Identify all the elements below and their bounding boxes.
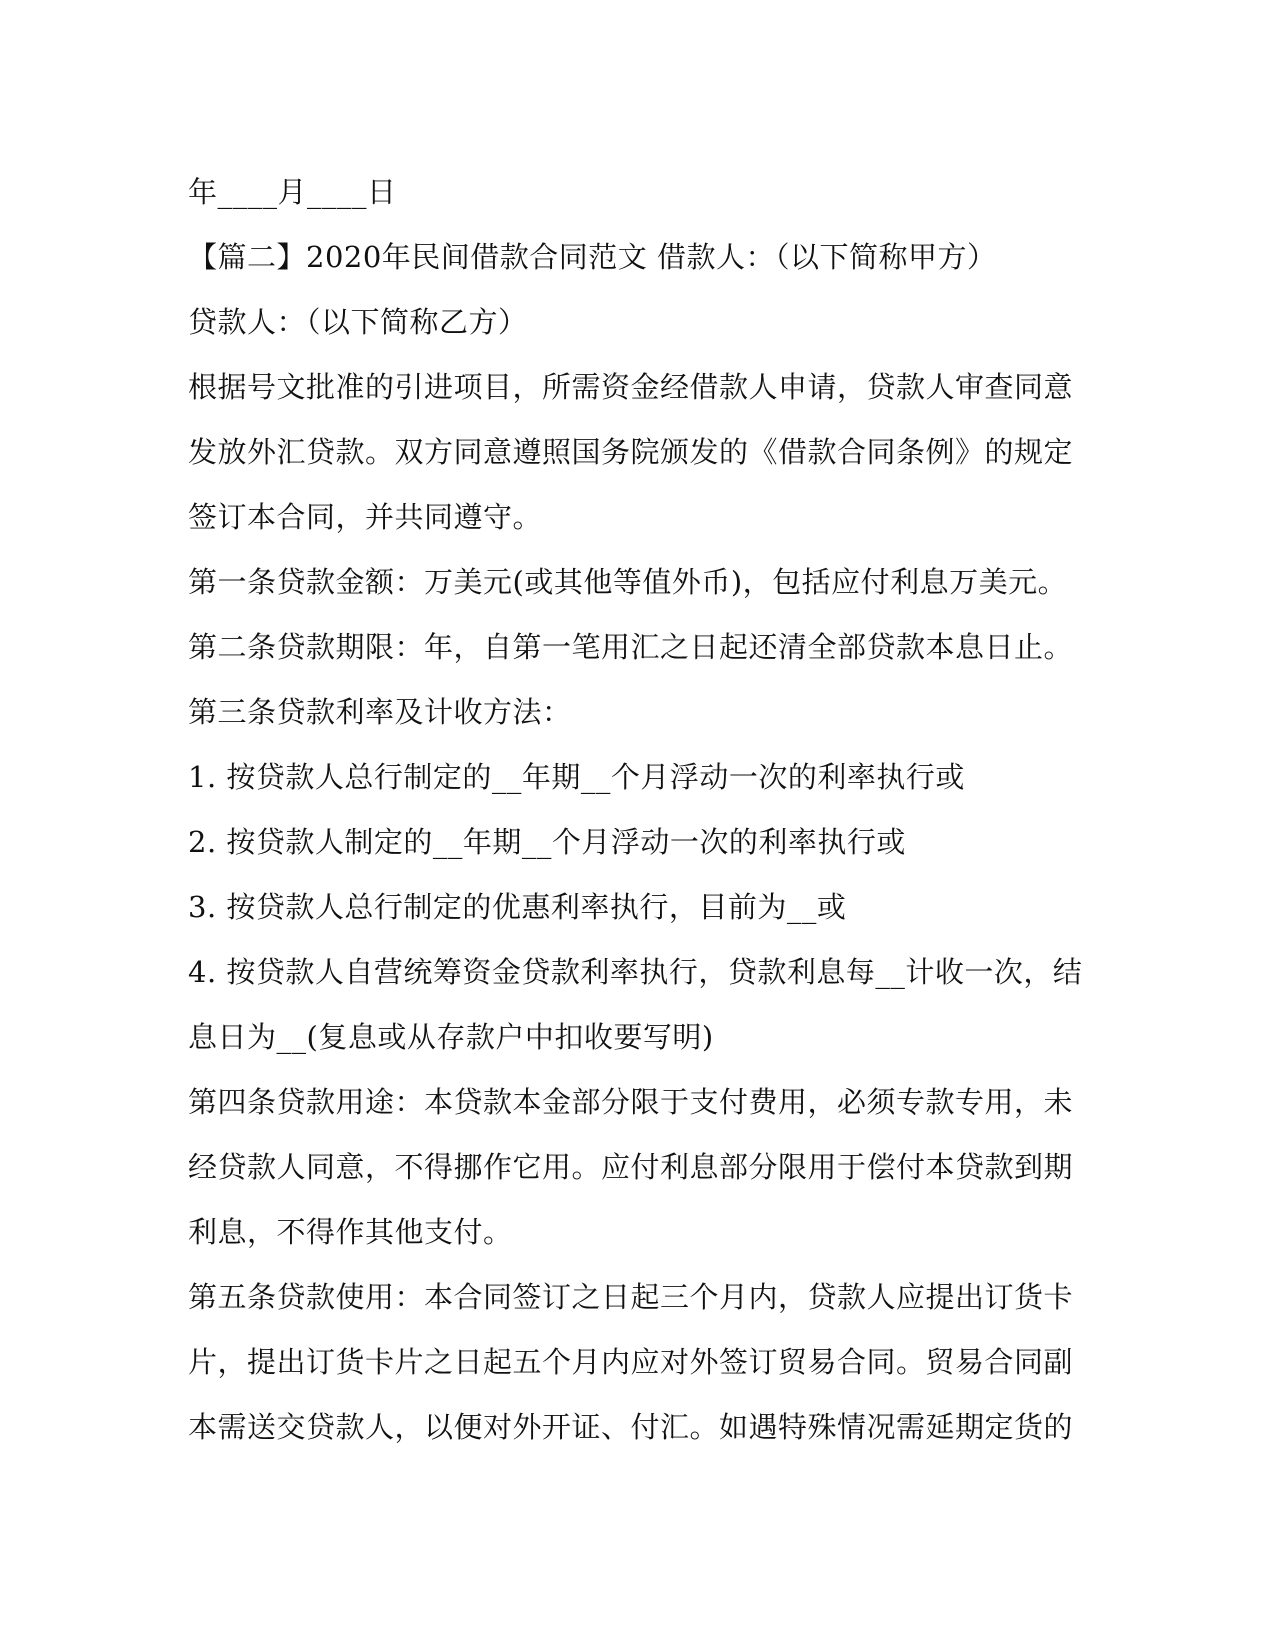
date-line: 年____月____日 [188,175,397,209]
text-line: 利息，不得作其他支付。 [188,1215,513,1249]
document-body [188,160,1083,1460]
list-item-2: 2. 按贷款人制定的__年期__个月浮动一次的利率执行或 [188,825,906,859]
list-item-1: 1. 按贷款人总行制定的__年期__个月浮动一次的利率执行或 [188,760,965,794]
article-1-line: 第一条贷款金额：万美元(或其他等值外币)，包括应付利息万美元。 [188,565,1068,599]
section-heading-line: 【篇二】2020年民间借款合同范文 借款人：（以下简称甲方） [188,240,997,274]
list-item-4: 4. 按贷款人自营统筹资金贷款利率执行，贷款利息每__计收一次，结 [188,955,1083,989]
article-3-line: 第三条贷款利率及计收方法： [188,695,572,729]
text-line: 根据号文批准的引进项目，所需资金经借款人申请，贷款人审查同意 [188,370,1074,404]
list-item-3: 3. 按贷款人总行制定的优惠利率执行，目前为__或 [188,890,847,924]
text-line: 本需送交贷款人，以便对外开证、付汇。如遇特殊情况需延期定货的 [188,1410,1074,1444]
text-line: 息日为__(复息或从存款户中扣收要写明) [188,1020,714,1054]
text-line: 签订本合同，并共同遵守。 [188,500,543,534]
text-line: 经贷款人同意，不得挪作它用。应付利息部分限用于偿付本贷款到期 [188,1150,1074,1184]
lender-line: 贷款人：（以下简称乙方） [188,305,528,339]
article-5-line: 第五条贷款使用：本合同签订之日起三个月内，贷款人应提出订货卡 [188,1280,1074,1314]
text-line: 片，提出订货卡片之日起五个月内应对外签订贸易合同。贸易合同副 [188,1345,1074,1379]
article-2-line: 第二条贷款期限：年，自第一笔用汇之日起还清全部贷款本息日止。 [188,630,1074,664]
article-4-line: 第四条贷款用途：本贷款本金部分限于支付费用，必须专款专用，未 [188,1085,1074,1119]
text-line: 发放外汇贷款。双方同意遵照国务院颁发的《借款合同条例》的规定 [188,435,1074,469]
